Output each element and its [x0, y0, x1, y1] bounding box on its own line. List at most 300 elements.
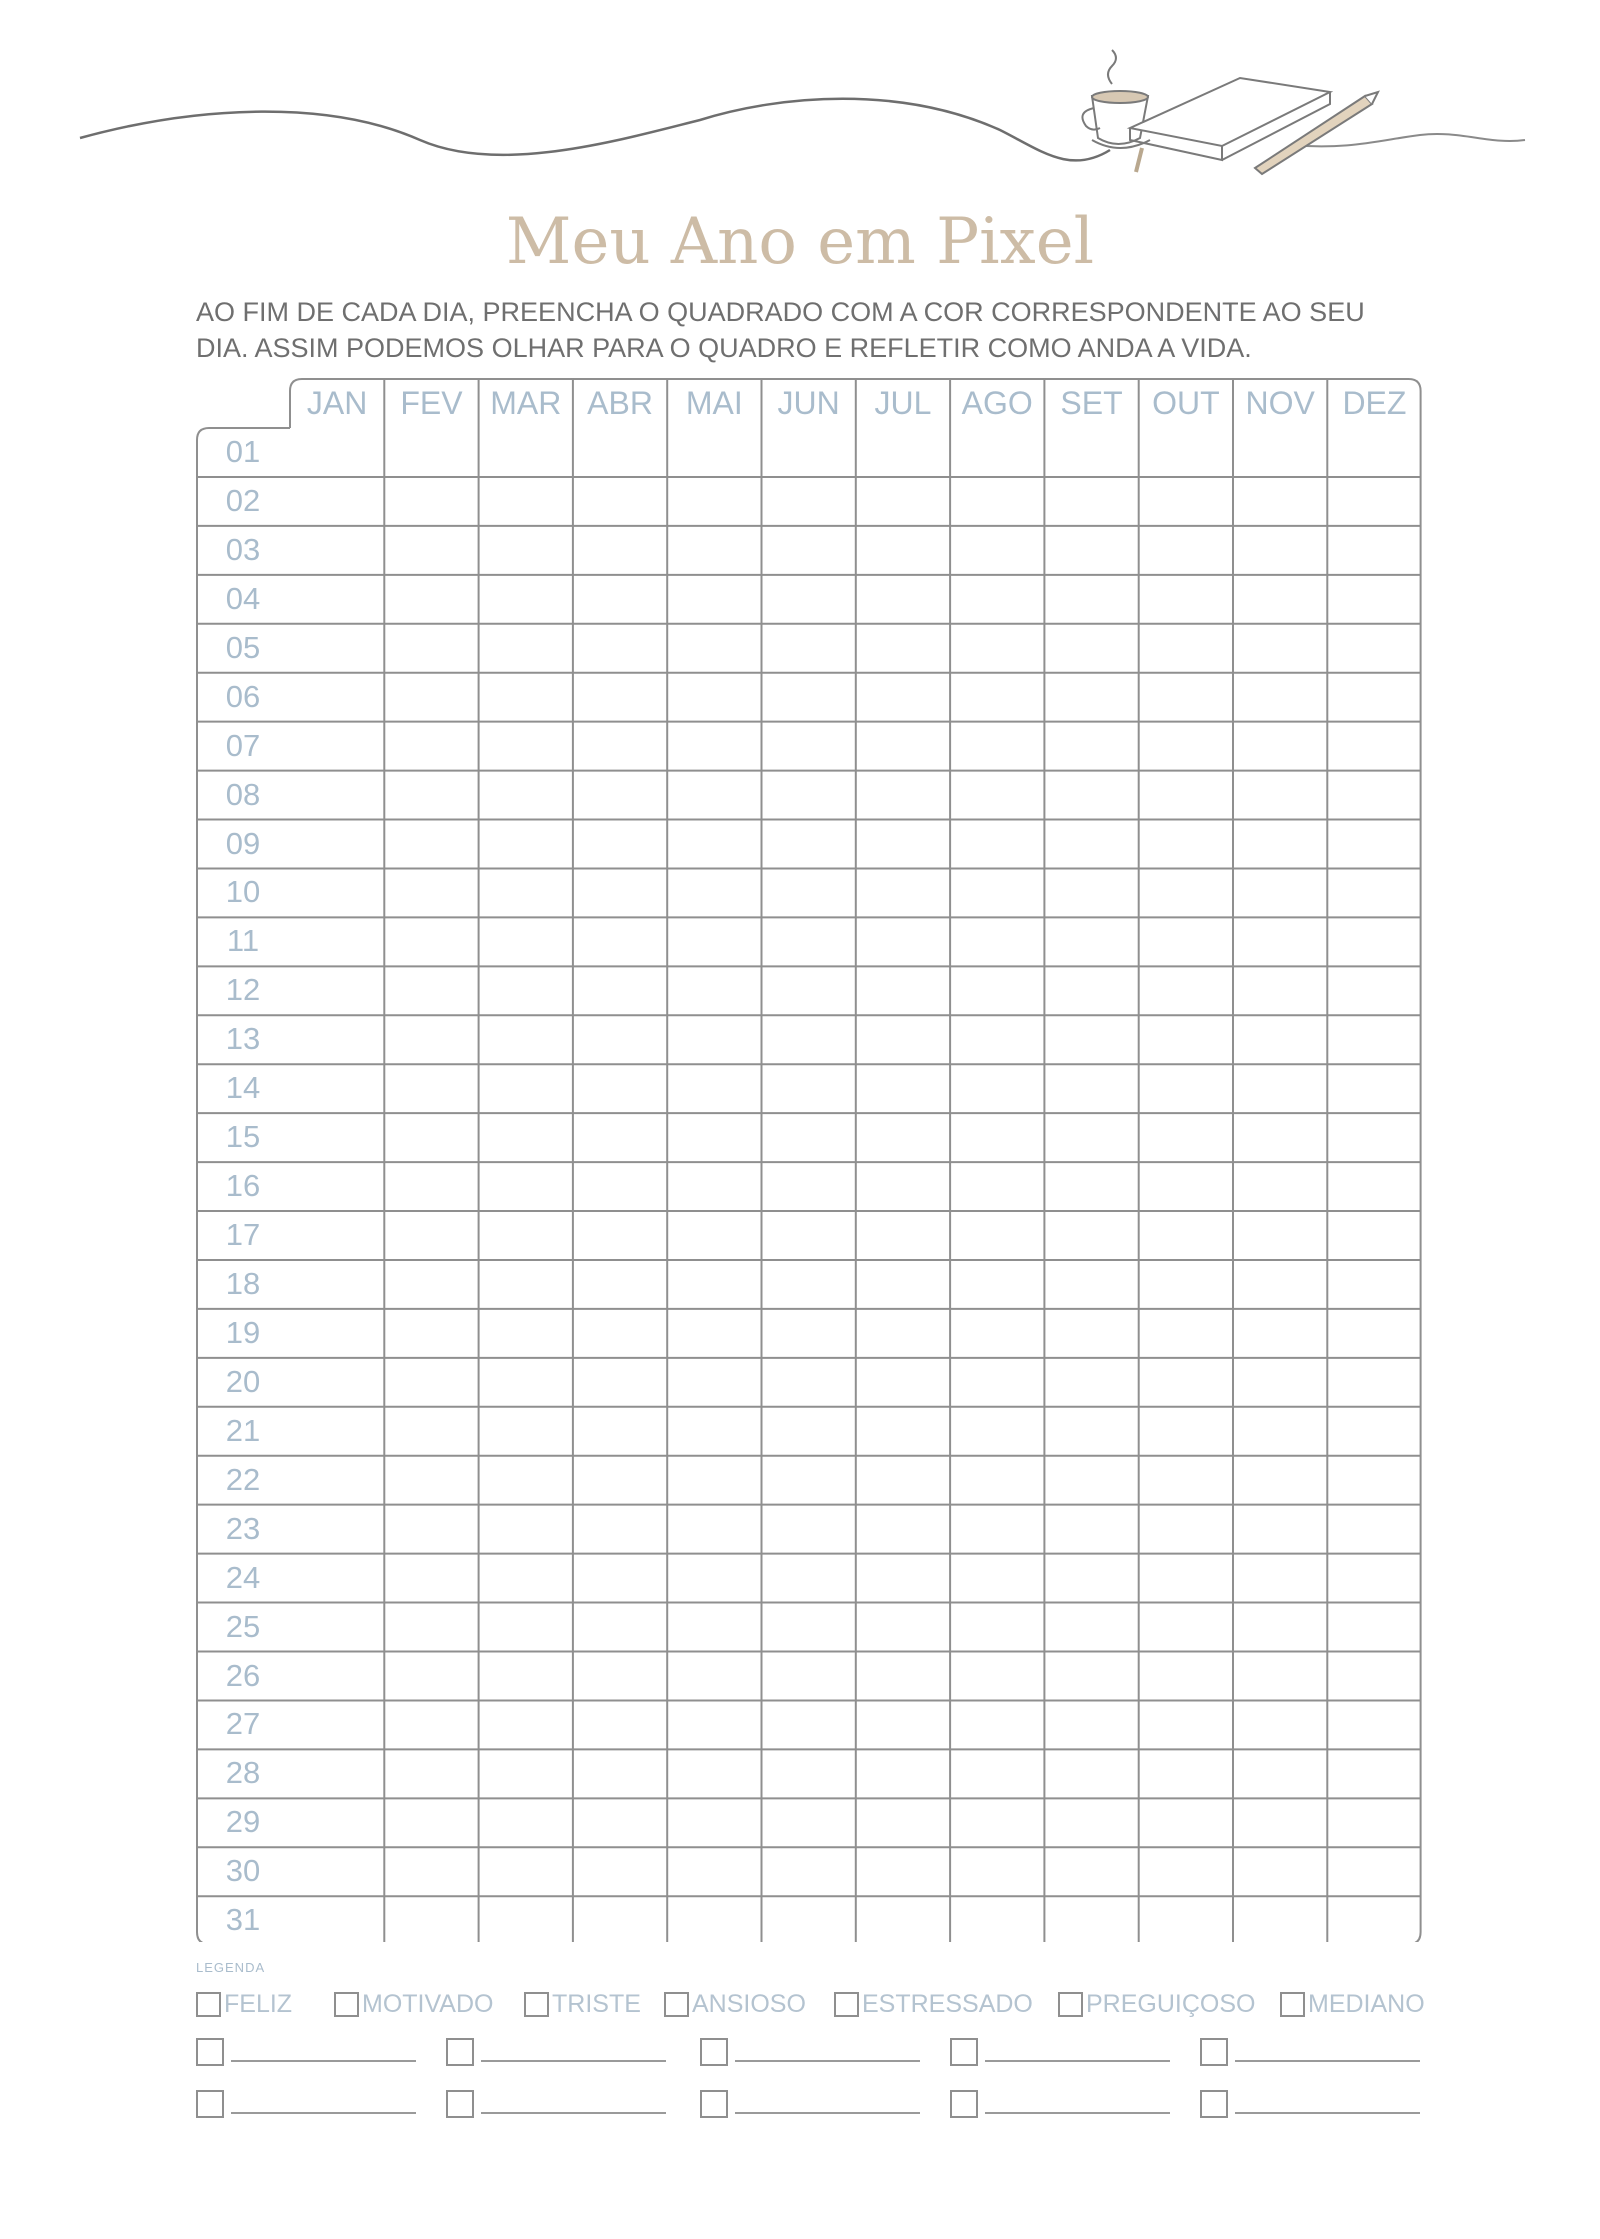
- day-cell[interactable]: [858, 1849, 948, 1894]
- day-cell[interactable]: [386, 1702, 476, 1747]
- day-cell[interactable]: [858, 822, 948, 867]
- legend-color-box[interactable]: [1280, 1992, 1305, 2017]
- day-cell[interactable]: [1235, 626, 1325, 671]
- day-cell[interactable]: [669, 1213, 759, 1258]
- day-cell[interactable]: [386, 1654, 476, 1699]
- day-cell[interactable]: [669, 1654, 759, 1699]
- day-cell[interactable]: [481, 1262, 571, 1307]
- day-cell[interactable]: [575, 1017, 665, 1062]
- day-cell[interactable]: [1141, 1213, 1231, 1258]
- day-cell[interactable]: [575, 870, 665, 915]
- day-cell[interactable]: [292, 1360, 382, 1405]
- day-cell[interactable]: [764, 1017, 854, 1062]
- day-cell[interactable]: [858, 1898, 948, 1943]
- day-cell[interactable]: [764, 1898, 854, 1943]
- day-cell[interactable]: [764, 577, 854, 622]
- day-cell[interactable]: [1235, 577, 1325, 622]
- day-cell[interactable]: [669, 1507, 759, 1552]
- day-cell[interactable]: [386, 1751, 476, 1796]
- day-cell[interactable]: [1046, 430, 1136, 475]
- day-cell[interactable]: [1235, 1605, 1325, 1650]
- day-cell[interactable]: [952, 577, 1042, 622]
- day-cell[interactable]: [952, 1898, 1042, 1943]
- day-cell[interactable]: [858, 1017, 948, 1062]
- day-cell[interactable]: [858, 1360, 948, 1405]
- day-cell[interactable]: [858, 1800, 948, 1845]
- day-cell[interactable]: [1235, 1458, 1325, 1503]
- day-cell[interactable]: [575, 919, 665, 964]
- day-cell[interactable]: [292, 919, 382, 964]
- day-cell[interactable]: [764, 724, 854, 769]
- day-cell[interactable]: [1235, 1507, 1325, 1552]
- day-cell[interactable]: [292, 479, 382, 524]
- day-cell[interactable]: [669, 1751, 759, 1796]
- day-cell[interactable]: [575, 1507, 665, 1552]
- custom-legend-line[interactable]: [985, 2060, 1170, 2062]
- day-cell[interactable]: [575, 1115, 665, 1160]
- day-cell[interactable]: [575, 1311, 665, 1356]
- day-cell[interactable]: [1046, 1213, 1136, 1258]
- day-cell[interactable]: [481, 724, 571, 769]
- day-cell[interactable]: [952, 919, 1042, 964]
- day-cell[interactable]: [952, 1213, 1042, 1258]
- day-cell[interactable]: [764, 822, 854, 867]
- day-cell[interactable]: [952, 1556, 1042, 1601]
- custom-legend-box[interactable]: [196, 2038, 224, 2066]
- day-cell[interactable]: [1329, 1409, 1419, 1454]
- day-cell[interactable]: [858, 1654, 948, 1699]
- day-cell[interactable]: [1141, 870, 1231, 915]
- day-cell[interactable]: [386, 1311, 476, 1356]
- day-cell[interactable]: [858, 528, 948, 573]
- day-cell[interactable]: [1235, 675, 1325, 720]
- legend-color-box[interactable]: [196, 1992, 221, 2017]
- day-cell[interactable]: [764, 1751, 854, 1796]
- day-cell[interactable]: [669, 1164, 759, 1209]
- day-cell[interactable]: [669, 773, 759, 818]
- day-cell[interactable]: [1329, 773, 1419, 818]
- day-cell[interactable]: [1329, 919, 1419, 964]
- custom-legend-box[interactable]: [950, 2090, 978, 2118]
- day-cell[interactable]: [1235, 1115, 1325, 1160]
- day-cell[interactable]: [1235, 1017, 1325, 1062]
- day-cell[interactable]: [386, 1164, 476, 1209]
- day-cell[interactable]: [764, 870, 854, 915]
- day-cell[interactable]: [575, 528, 665, 573]
- day-cell[interactable]: [481, 1115, 571, 1160]
- day-cell[interactable]: [858, 1213, 948, 1258]
- day-cell[interactable]: [858, 1507, 948, 1552]
- day-cell[interactable]: [292, 1164, 382, 1209]
- day-cell[interactable]: [764, 1702, 854, 1747]
- day-cell[interactable]: [669, 1066, 759, 1111]
- day-cell[interactable]: [386, 1605, 476, 1650]
- day-cell[interactable]: [1329, 1458, 1419, 1503]
- day-cell[interactable]: [481, 822, 571, 867]
- day-cell[interactable]: [858, 1751, 948, 1796]
- day-cell[interactable]: [952, 1262, 1042, 1307]
- day-cell[interactable]: [1141, 1751, 1231, 1796]
- day-cell[interactable]: [764, 430, 854, 475]
- day-cell[interactable]: [386, 968, 476, 1013]
- day-cell[interactable]: [1141, 1849, 1231, 1894]
- day-cell[interactable]: [1329, 1556, 1419, 1601]
- day-cell[interactable]: [575, 577, 665, 622]
- day-cell[interactable]: [1329, 577, 1419, 622]
- day-cell[interactable]: [952, 1409, 1042, 1454]
- day-cell[interactable]: [481, 479, 571, 524]
- day-cell[interactable]: [292, 968, 382, 1013]
- day-cell[interactable]: [1046, 626, 1136, 671]
- day-cell[interactable]: [386, 430, 476, 475]
- day-cell[interactable]: [669, 1360, 759, 1405]
- day-cell[interactable]: [1141, 1115, 1231, 1160]
- day-cell[interactable]: [292, 577, 382, 622]
- day-cell[interactable]: [481, 919, 571, 964]
- day-cell[interactable]: [575, 430, 665, 475]
- custom-legend-line[interactable]: [1235, 2060, 1420, 2062]
- day-cell[interactable]: [858, 1262, 948, 1307]
- day-cell[interactable]: [1235, 1702, 1325, 1747]
- day-cell[interactable]: [1141, 724, 1231, 769]
- day-cell[interactable]: [292, 870, 382, 915]
- day-cell[interactable]: [481, 1360, 571, 1405]
- custom-legend-line[interactable]: [1235, 2112, 1420, 2114]
- day-cell[interactable]: [952, 479, 1042, 524]
- day-cell[interactable]: [386, 479, 476, 524]
- day-cell[interactable]: [1141, 1556, 1231, 1601]
- day-cell[interactable]: [1329, 1360, 1419, 1405]
- day-cell[interactable]: [1235, 1262, 1325, 1307]
- day-cell[interactable]: [292, 528, 382, 573]
- day-cell[interactable]: [669, 1017, 759, 1062]
- day-cell[interactable]: [952, 870, 1042, 915]
- day-cell[interactable]: [575, 1605, 665, 1650]
- day-cell[interactable]: [952, 968, 1042, 1013]
- day-cell[interactable]: [292, 773, 382, 818]
- day-cell[interactable]: [292, 1066, 382, 1111]
- day-cell[interactable]: [1141, 1066, 1231, 1111]
- day-cell[interactable]: [481, 528, 571, 573]
- day-cell[interactable]: [386, 870, 476, 915]
- day-cell[interactable]: [386, 1115, 476, 1160]
- day-cell[interactable]: [1235, 430, 1325, 475]
- day-cell[interactable]: [952, 1702, 1042, 1747]
- day-cell[interactable]: [481, 1702, 571, 1747]
- day-cell[interactable]: [386, 675, 476, 720]
- day-cell[interactable]: [481, 1311, 571, 1356]
- day-cell[interactable]: [386, 1409, 476, 1454]
- day-cell[interactable]: [481, 577, 571, 622]
- day-cell[interactable]: [669, 1115, 759, 1160]
- custom-legend-line[interactable]: [735, 2112, 920, 2114]
- day-cell[interactable]: [764, 968, 854, 1013]
- day-cell[interactable]: [952, 1507, 1042, 1552]
- day-cell[interactable]: [575, 1213, 665, 1258]
- day-cell[interactable]: [1141, 479, 1231, 524]
- day-cell[interactable]: [575, 479, 665, 524]
- day-cell[interactable]: [292, 1654, 382, 1699]
- day-cell[interactable]: [764, 1556, 854, 1601]
- day-cell[interactable]: [386, 1458, 476, 1503]
- day-cell[interactable]: [1141, 577, 1231, 622]
- day-cell[interactable]: [1046, 577, 1136, 622]
- day-cell[interactable]: [292, 430, 382, 475]
- day-cell[interactable]: [1329, 1311, 1419, 1356]
- day-cell[interactable]: [858, 1066, 948, 1111]
- custom-legend-box[interactable]: [196, 2090, 224, 2118]
- day-cell[interactable]: [764, 773, 854, 818]
- day-cell[interactable]: [669, 968, 759, 1013]
- day-cell[interactable]: [1046, 1017, 1136, 1062]
- day-cell[interactable]: [292, 626, 382, 671]
- day-cell[interactable]: [386, 1898, 476, 1943]
- day-cell[interactable]: [669, 822, 759, 867]
- day-cell[interactable]: [1046, 528, 1136, 573]
- day-cell[interactable]: [1329, 1507, 1419, 1552]
- day-cell[interactable]: [764, 1605, 854, 1650]
- day-cell[interactable]: [1329, 1213, 1419, 1258]
- custom-legend-box[interactable]: [950, 2038, 978, 2066]
- legend-color-box[interactable]: [334, 1992, 359, 2017]
- day-cell[interactable]: [952, 1800, 1042, 1845]
- day-cell[interactable]: [1329, 675, 1419, 720]
- day-cell[interactable]: [1046, 1115, 1136, 1160]
- day-cell[interactable]: [1141, 773, 1231, 818]
- day-cell[interactable]: [1235, 968, 1325, 1013]
- day-cell[interactable]: [1046, 675, 1136, 720]
- day-cell[interactable]: [764, 1311, 854, 1356]
- day-cell[interactable]: [764, 1164, 854, 1209]
- day-cell[interactable]: [1329, 626, 1419, 671]
- day-cell[interactable]: [481, 1017, 571, 1062]
- day-cell[interactable]: [292, 675, 382, 720]
- day-cell[interactable]: [1329, 1898, 1419, 1943]
- legend-color-box[interactable]: [524, 1992, 549, 2017]
- day-cell[interactable]: [764, 675, 854, 720]
- day-cell[interactable]: [952, 1164, 1042, 1209]
- day-cell[interactable]: [575, 1751, 665, 1796]
- day-cell[interactable]: [575, 1849, 665, 1894]
- day-cell[interactable]: [952, 1360, 1042, 1405]
- day-cell[interactable]: [1046, 1800, 1136, 1845]
- day-cell[interactable]: [764, 1849, 854, 1894]
- day-cell[interactable]: [481, 1898, 571, 1943]
- day-cell[interactable]: [1141, 1654, 1231, 1699]
- day-cell[interactable]: [858, 577, 948, 622]
- day-cell[interactable]: [669, 479, 759, 524]
- custom-legend-box[interactable]: [700, 2090, 728, 2118]
- day-cell[interactable]: [1235, 528, 1325, 573]
- day-cell[interactable]: [858, 430, 948, 475]
- day-cell[interactable]: [575, 1898, 665, 1943]
- day-cell[interactable]: [1141, 822, 1231, 867]
- day-cell[interactable]: [575, 675, 665, 720]
- day-cell[interactable]: [1235, 1654, 1325, 1699]
- day-cell[interactable]: [292, 1800, 382, 1845]
- day-cell[interactable]: [1141, 626, 1231, 671]
- day-cell[interactable]: [1046, 870, 1136, 915]
- day-cell[interactable]: [481, 1800, 571, 1845]
- day-cell[interactable]: [386, 1849, 476, 1894]
- day-cell[interactable]: [386, 626, 476, 671]
- day-cell[interactable]: [481, 1556, 571, 1601]
- day-cell[interactable]: [1235, 1849, 1325, 1894]
- day-cell[interactable]: [1235, 1213, 1325, 1258]
- day-cell[interactable]: [764, 528, 854, 573]
- day-cell[interactable]: [858, 1458, 948, 1503]
- day-cell[interactable]: [1046, 919, 1136, 964]
- day-cell[interactable]: [669, 1605, 759, 1650]
- day-cell[interactable]: [952, 1458, 1042, 1503]
- day-cell[interactable]: [1235, 773, 1325, 818]
- day-cell[interactable]: [386, 1800, 476, 1845]
- day-cell[interactable]: [1329, 528, 1419, 573]
- day-cell[interactable]: [292, 1751, 382, 1796]
- day-cell[interactable]: [1046, 1311, 1136, 1356]
- day-cell[interactable]: [575, 1556, 665, 1601]
- day-cell[interactable]: [764, 1213, 854, 1258]
- day-cell[interactable]: [1046, 1409, 1136, 1454]
- day-cell[interactable]: [292, 1702, 382, 1747]
- day-cell[interactable]: [386, 724, 476, 769]
- day-cell[interactable]: [858, 675, 948, 720]
- custom-legend-line[interactable]: [231, 2112, 416, 2114]
- day-cell[interactable]: [386, 1556, 476, 1601]
- day-cell[interactable]: [952, 1311, 1042, 1356]
- day-cell[interactable]: [481, 675, 571, 720]
- day-cell[interactable]: [386, 1360, 476, 1405]
- day-cell[interactable]: [1329, 1702, 1419, 1747]
- day-cell[interactable]: [669, 675, 759, 720]
- day-cell[interactable]: [575, 1066, 665, 1111]
- day-cell[interactable]: [1141, 528, 1231, 573]
- day-cell[interactable]: [764, 1458, 854, 1503]
- day-cell[interactable]: [1141, 919, 1231, 964]
- custom-legend-line[interactable]: [735, 2060, 920, 2062]
- day-cell[interactable]: [764, 1360, 854, 1405]
- day-cell[interactable]: [1046, 1164, 1136, 1209]
- day-cell[interactable]: [764, 1800, 854, 1845]
- custom-legend-box[interactable]: [446, 2038, 474, 2066]
- day-cell[interactable]: [386, 1213, 476, 1258]
- day-cell[interactable]: [1141, 675, 1231, 720]
- day-cell[interactable]: [1329, 1800, 1419, 1845]
- day-cell[interactable]: [764, 1409, 854, 1454]
- day-cell[interactable]: [764, 1066, 854, 1111]
- day-cell[interactable]: [575, 626, 665, 671]
- day-cell[interactable]: [1329, 870, 1419, 915]
- day-cell[interactable]: [1235, 1164, 1325, 1209]
- day-cell[interactable]: [1141, 1262, 1231, 1307]
- day-cell[interactable]: [669, 528, 759, 573]
- day-cell[interactable]: [575, 1800, 665, 1845]
- day-cell[interactable]: [1046, 1556, 1136, 1601]
- day-cell[interactable]: [764, 479, 854, 524]
- day-cell[interactable]: [952, 1115, 1042, 1160]
- day-cell[interactable]: [1046, 1849, 1136, 1894]
- day-cell[interactable]: [1046, 1066, 1136, 1111]
- day-cell[interactable]: [1329, 724, 1419, 769]
- day-cell[interactable]: [764, 1115, 854, 1160]
- day-cell[interactable]: [575, 773, 665, 818]
- day-cell[interactable]: [1329, 1262, 1419, 1307]
- day-cell[interactable]: [292, 1115, 382, 1160]
- day-cell[interactable]: [858, 1556, 948, 1601]
- day-cell[interactable]: [292, 1507, 382, 1552]
- day-cell[interactable]: [1141, 1164, 1231, 1209]
- day-cell[interactable]: [386, 528, 476, 573]
- day-cell[interactable]: [575, 1702, 665, 1747]
- day-cell[interactable]: [1329, 1654, 1419, 1699]
- day-cell[interactable]: [952, 773, 1042, 818]
- day-cell[interactable]: [952, 528, 1042, 573]
- day-cell[interactable]: [292, 1605, 382, 1650]
- day-cell[interactable]: [669, 724, 759, 769]
- day-cell[interactable]: [858, 1605, 948, 1650]
- custom-legend-box[interactable]: [446, 2090, 474, 2118]
- day-cell[interactable]: [292, 1898, 382, 1943]
- day-cell[interactable]: [481, 430, 571, 475]
- day-cell[interactable]: [1141, 1409, 1231, 1454]
- day-cell[interactable]: [1329, 1751, 1419, 1796]
- day-cell[interactable]: [952, 724, 1042, 769]
- day-cell[interactable]: [575, 1164, 665, 1209]
- legend-color-box[interactable]: [1058, 1992, 1083, 2017]
- day-cell[interactable]: [386, 822, 476, 867]
- day-cell[interactable]: [764, 919, 854, 964]
- day-cell[interactable]: [669, 919, 759, 964]
- day-cell[interactable]: [1235, 1898, 1325, 1943]
- day-cell[interactable]: [1235, 1751, 1325, 1796]
- day-cell[interactable]: [952, 1654, 1042, 1699]
- day-cell[interactable]: [292, 1458, 382, 1503]
- day-cell[interactable]: [1141, 1311, 1231, 1356]
- day-cell[interactable]: [1235, 1556, 1325, 1601]
- day-cell[interactable]: [1235, 1311, 1325, 1356]
- day-cell[interactable]: [669, 1849, 759, 1894]
- day-cell[interactable]: [858, 626, 948, 671]
- day-cell[interactable]: [292, 724, 382, 769]
- day-cell[interactable]: [575, 1262, 665, 1307]
- day-cell[interactable]: [1329, 430, 1419, 475]
- day-cell[interactable]: [481, 626, 571, 671]
- day-cell[interactable]: [575, 968, 665, 1013]
- legend-color-box[interactable]: [834, 1992, 859, 2017]
- day-cell[interactable]: [669, 1702, 759, 1747]
- day-cell[interactable]: [764, 1654, 854, 1699]
- custom-legend-box[interactable]: [700, 2038, 728, 2066]
- day-cell[interactable]: [1141, 1017, 1231, 1062]
- day-cell[interactable]: [952, 430, 1042, 475]
- day-cell[interactable]: [481, 773, 571, 818]
- day-cell[interactable]: [858, 1409, 948, 1454]
- day-cell[interactable]: [1046, 1458, 1136, 1503]
- day-cell[interactable]: [952, 1849, 1042, 1894]
- day-cell[interactable]: [952, 1751, 1042, 1796]
- day-cell[interactable]: [1141, 1800, 1231, 1845]
- day-cell[interactable]: [952, 675, 1042, 720]
- day-cell[interactable]: [1141, 1702, 1231, 1747]
- day-cell[interactable]: [952, 1605, 1042, 1650]
- day-cell[interactable]: [1141, 430, 1231, 475]
- day-cell[interactable]: [858, 870, 948, 915]
- custom-legend-line[interactable]: [481, 2112, 666, 2114]
- day-cell[interactable]: [669, 1898, 759, 1943]
- day-cell[interactable]: [669, 1458, 759, 1503]
- day-cell[interactable]: [858, 1115, 948, 1160]
- day-cell[interactable]: [386, 1066, 476, 1111]
